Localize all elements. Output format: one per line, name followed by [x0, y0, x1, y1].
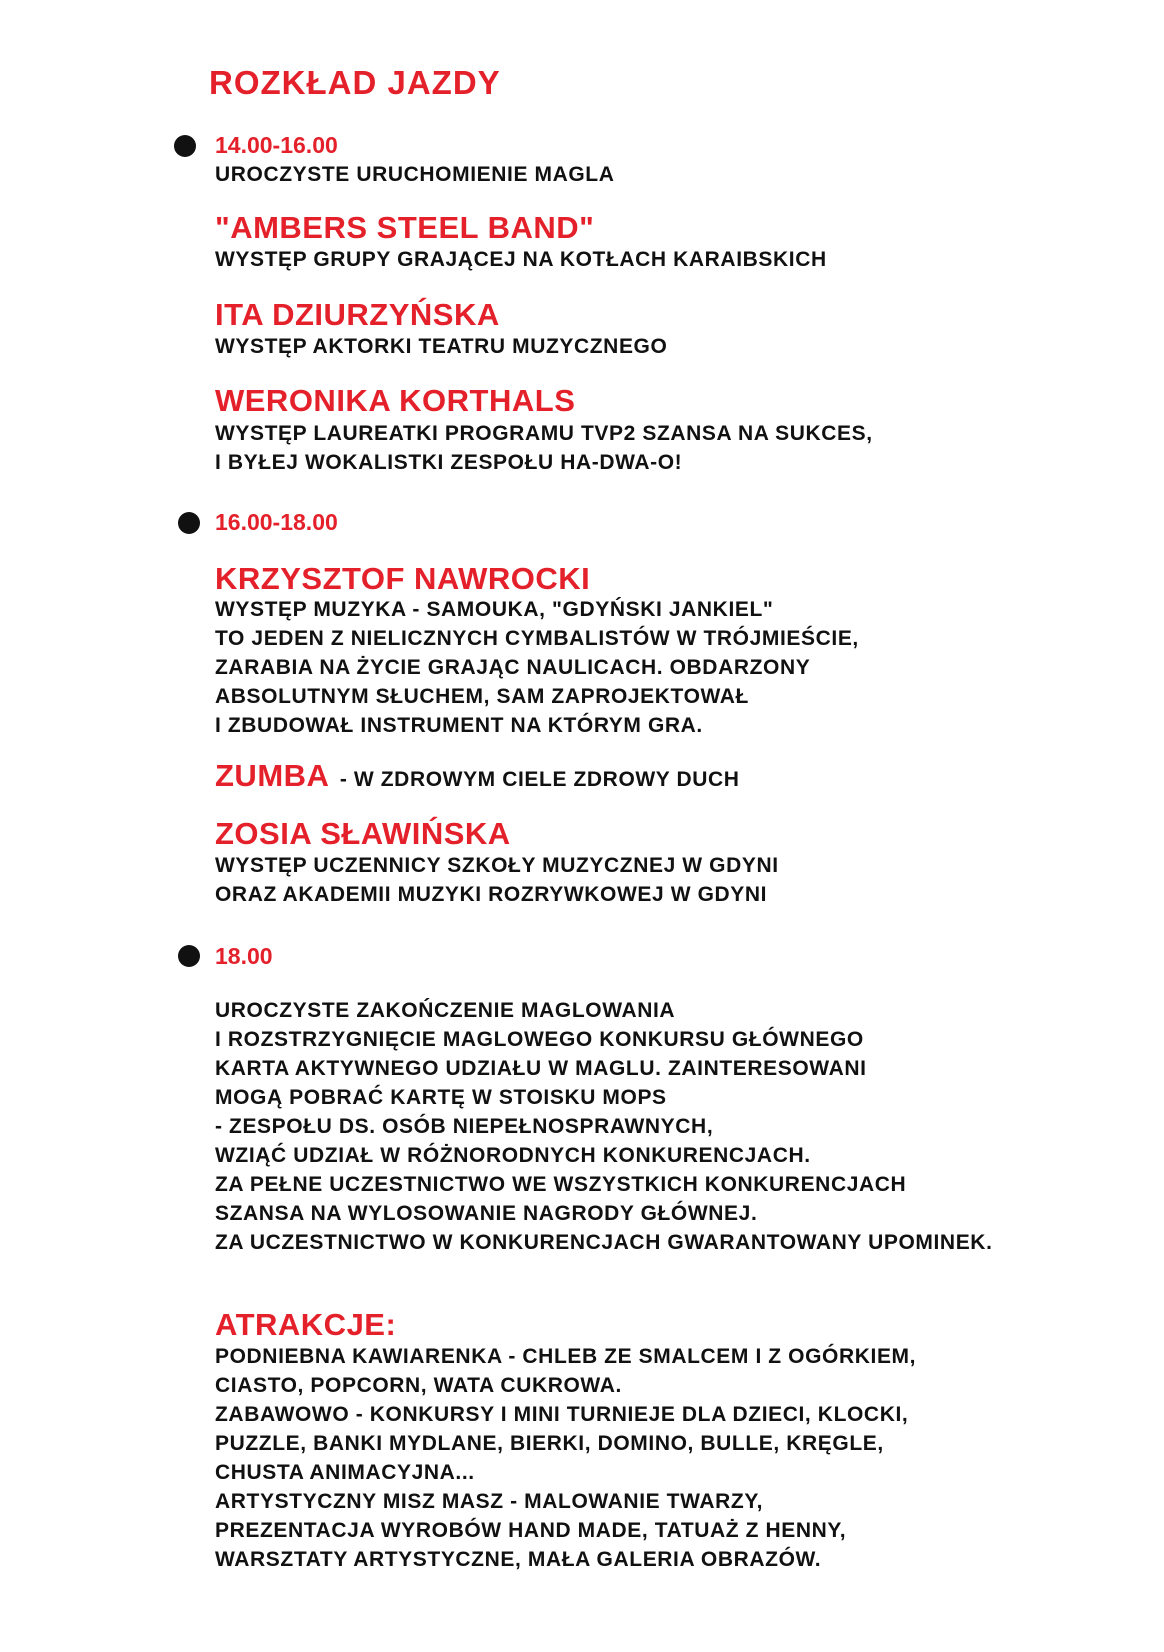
act-ita-dziurzynska-desc: WYSTĘP AKTORKI TEATRU MUZYCZNEGO [215, 335, 668, 358]
slot-3-line-7: ZA PEŁNE UCZESTNICTWO WE WSZYSTKICH KONKURENCJACH [215, 1173, 907, 1196]
act-weronika-korthals-desc-1: WYSTĘP LAUREATKI PROGRAMU TVP2 SZANSA NA SUKCES, [215, 422, 873, 445]
act-ambers-steel-band-name: "AMBERS STEEL BAND" [215, 210, 595, 245]
act-zosia-slawinska-desc-1: WYSTĘP UCZENNICY SZKOŁY MUZYCZNEJ W GDYNI [215, 854, 779, 877]
time-slot-1: 14.00-16.00 [215, 132, 338, 158]
slot-3-line-3: KARTA AKTYWNEGO UDZIAŁU W MAGLU. ZAINTERESOWANI [215, 1057, 867, 1080]
time-slot-2: 16.00-18.00 [215, 509, 338, 535]
attractions-line-5: CHUSTA ANIMACYJNA... [215, 1461, 475, 1484]
slot-1-intro: UROCZYSTE URUCHOMIENIE MAGLA [215, 163, 615, 186]
slot-3-line-9: ZA UCZESTNICTWO W KONKURENCJACH GWARANTOWANY UPOMINEK. [215, 1231, 993, 1254]
slot-3-line-8: SZANSA NA WYLOSOWANIE NAGRODY GŁÓWNEJ. [215, 1202, 758, 1225]
attractions-line-6: ARTYSTYCZNY MISZ MASZ - MALOWANIE TWARZY, [215, 1490, 764, 1513]
attractions-line-7: PREZENTACJA WYROBÓW HAND MADE, TATUAŻ Z HENNY, [215, 1519, 847, 1542]
act-zumba-name: ZUMBA [215, 758, 330, 793]
bullet-dot-icon [178, 512, 200, 534]
act-krzysztof-nawrocki-desc-5: I ZBUDOWAŁ INSTRUMENT NA KTÓRYM GRA. [215, 714, 703, 737]
act-zumba [215, 758, 740, 794]
bullet-dot-icon [174, 135, 196, 157]
act-krzysztof-nawrocki-desc-4: ABSOLUTNYM SŁUCHEM, SAM ZAPROJEKTOWAŁ [215, 685, 749, 708]
act-zosia-slawinska-desc-2: ORAZ AKADEMII MUZYKI ROZRYWKOWEJ W GDYNI [215, 883, 768, 906]
act-weronika-korthals-desc-2: I BYŁEJ WOKALISTKI ZESPOŁU HA-DWA-O! [215, 451, 683, 474]
page-title: ROZKŁAD JAZDY [209, 64, 501, 101]
slot-3-line-6: WZIĄĆ UDZIAŁ W RÓŻNORODNYCH KONKURENCJACH. [215, 1144, 811, 1167]
attractions-line-1: PODNIEBNA KAWIARENKA - CHLEB ZE SMALCEM I Z OGÓRKIEM, [215, 1345, 917, 1368]
time-slot-3: 18.00 [215, 943, 273, 969]
slot-3-line-2: I ROZSTRZYGNIĘCIE MAGLOWEGO KONKURSU GŁÓWNEGO [215, 1028, 864, 1051]
attractions-title: ATRAKCJE: [215, 1307, 397, 1342]
act-krzysztof-nawrocki-name: KRZYSZTOF NAWROCKI [215, 561, 591, 596]
act-zumba-desc: - W ZDROWYM CIELE ZDROWY DUCH [339, 768, 740, 791]
act-krzysztof-nawrocki-desc-3: ZARABIA NA ŻYCIE GRAJĄC NAULICACH. OBDARZONY [215, 656, 811, 679]
act-ambers-steel-band-desc: WYSTĘP GRUPY GRAJĄCEJ NA KOTŁACH KARAIBSKICH [215, 248, 827, 271]
slot-3-line-1: UROCZYSTE ZAKOŃCZENIE MAGLOWANIA [215, 999, 676, 1022]
attractions-line-8: WARSZTATY ARTYSTYCZNE, MAŁA GALERIA OBRAZÓW. [215, 1548, 822, 1571]
slot-3-line-5: - ZESPOŁU DS. OSÓB NIEPEŁNOSPRAWNYCH, [215, 1115, 714, 1138]
bullet-dot-icon [178, 945, 200, 967]
act-ita-dziurzynska-name: ITA DZIURZYŃSKA [215, 297, 500, 332]
act-weronika-korthals-name: WERONIKA KORTHALS [215, 383, 576, 418]
slot-3-line-4: MOGĄ POBRAĆ KARTĘ W STOISKU MOPS [215, 1086, 667, 1109]
attractions-line-2: CIASTO, POPCORN, WATA CUKROWA. [215, 1374, 622, 1397]
attractions-line-3: ZABAWOWO - KONKURSY I MINI TURNIEJE DLA DZIECI, KLOCKI, [215, 1403, 909, 1426]
attractions-line-4: PUZZLE, BANKI MYDLANE, BIERKI, DOMINO, BULLE, KRĘGLE, [215, 1432, 884, 1455]
act-zosia-slawinska-name: ZOSIA SŁAWIŃSKA [215, 816, 511, 851]
act-krzysztof-nawrocki-desc-2: TO JEDEN Z NIELICZNYCH CYMBALISTÓW W TRÓJMIEŚCIE, [215, 627, 859, 650]
act-krzysztof-nawrocki-desc-1: WYSTĘP MUZYKA - SAMOUKA, "GDYŃSKI JANKIEL" [215, 598, 774, 621]
